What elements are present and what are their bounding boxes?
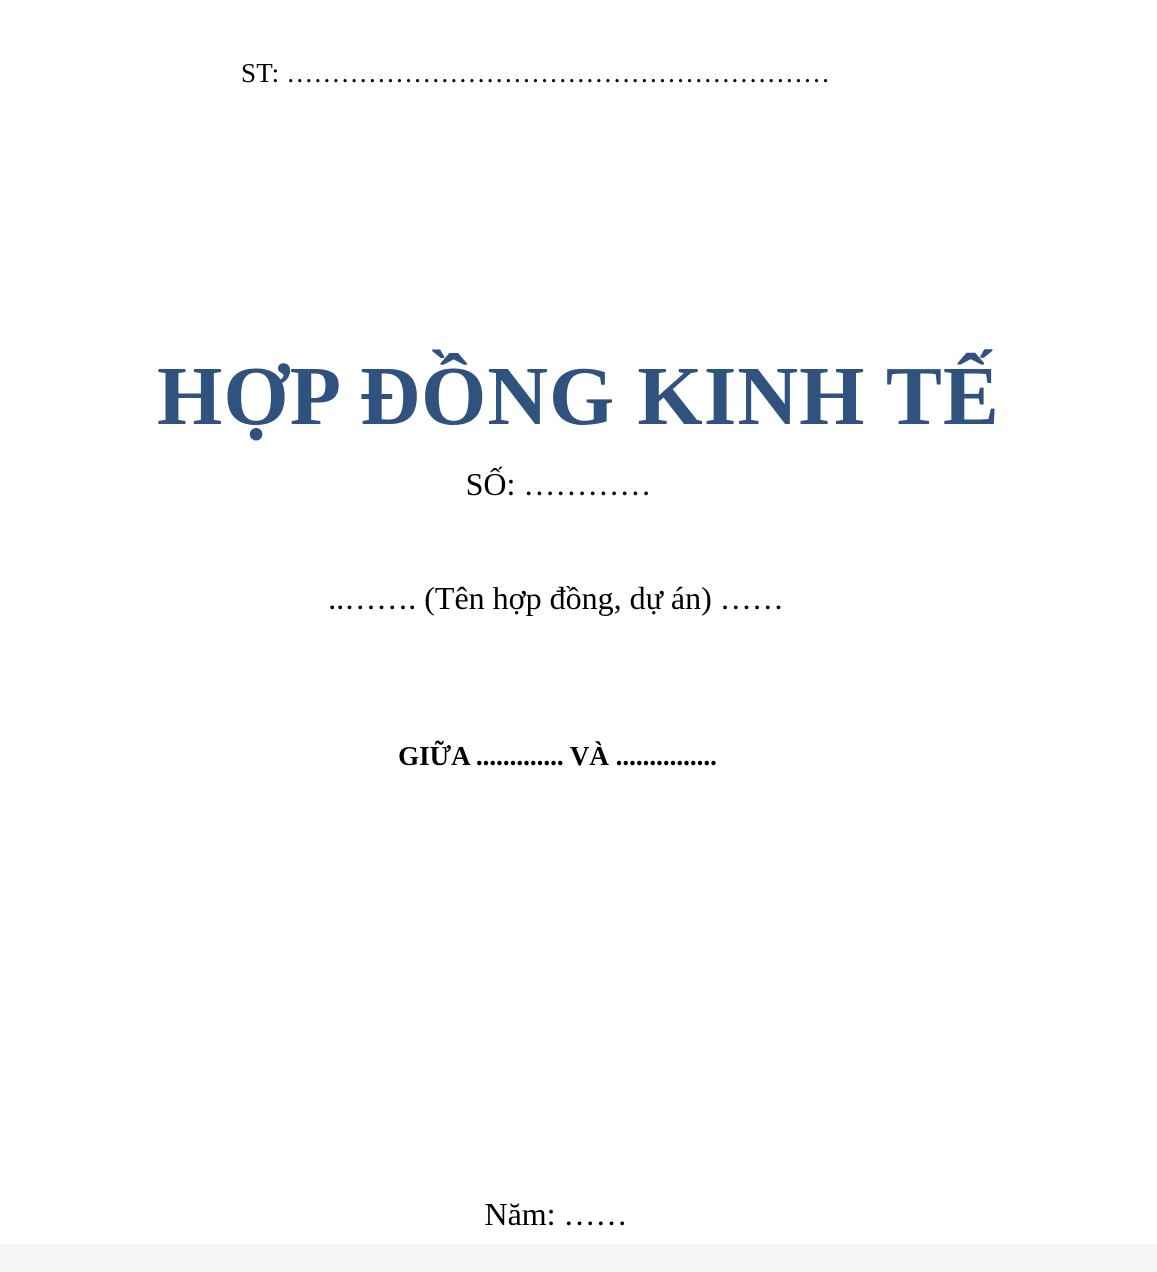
page-bottom-edge [0,1244,1157,1272]
contract-title: HỢP ĐỒNG KINH TẾ [157,350,1000,443]
contract-name-line: ..……. (Tên hợp đồng, dự án) …… [328,580,784,616]
st-field-line: ST: …………………………………………………… [241,58,831,88]
parties-line: GIỮA ............. VÀ ............... [398,741,717,771]
contract-number-line: SỐ: ………… [465,466,652,502]
year-line: Năm: …… [484,1196,628,1232]
